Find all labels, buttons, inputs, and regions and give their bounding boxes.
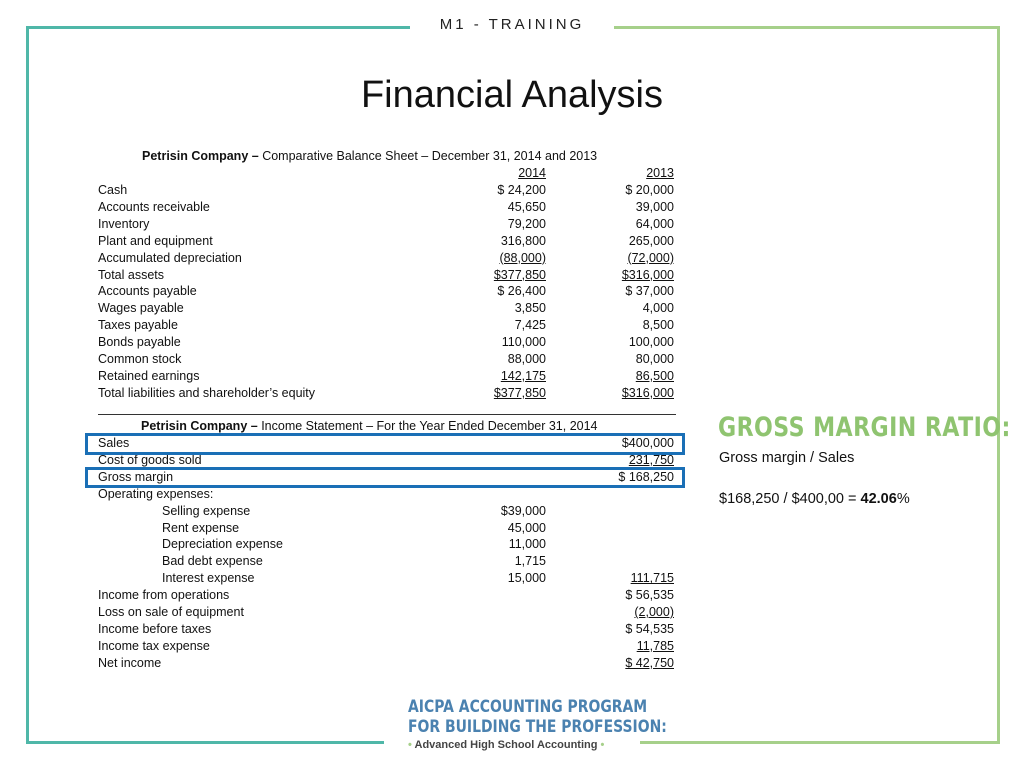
table-row bbox=[98, 317, 676, 334]
table-row bbox=[98, 520, 676, 537]
logo-line-1: AICPA ACCOUNTING PROGRAM bbox=[408, 697, 648, 717]
row-value-col1: $ 24,200 bbox=[497, 183, 546, 197]
row-value-col2: $ 20,000 bbox=[625, 183, 674, 197]
table-row bbox=[98, 283, 676, 300]
row-label: Interest expense bbox=[162, 571, 255, 586]
row-value-col2: 4,000 bbox=[642, 301, 674, 316]
table-row bbox=[98, 638, 676, 655]
row-value-col1: 316,800 bbox=[500, 233, 546, 248]
table-row bbox=[98, 216, 676, 233]
aicpa-logo bbox=[408, 697, 724, 751]
table-row bbox=[98, 199, 676, 216]
row-label: Total assets bbox=[98, 267, 165, 282]
gross-margin-formula: Gross margin / Sales bbox=[719, 450, 855, 466]
row-value-col1: 1,715 bbox=[514, 554, 546, 569]
row-label: Total liabilities and shareholder’s equity bbox=[98, 385, 316, 400]
row-label: Selling expense bbox=[162, 503, 251, 518]
row-value-col1: $377,850 bbox=[493, 385, 546, 400]
row-value-col2: $ 42,750 bbox=[625, 655, 674, 670]
row-label: Income from operations bbox=[98, 588, 230, 603]
table-row bbox=[98, 300, 676, 317]
row-value-col2: 111,715 bbox=[630, 571, 674, 586]
balance-sheet-column-headers bbox=[98, 165, 676, 182]
row-value-col1: (88,000) bbox=[499, 250, 546, 265]
row-label: Taxes payable bbox=[98, 318, 178, 333]
table-row bbox=[98, 182, 676, 199]
row-label: Rent expense bbox=[162, 520, 240, 535]
section-divider bbox=[98, 414, 676, 415]
table-row bbox=[98, 536, 676, 553]
row-value-col2: (2,000) bbox=[634, 605, 674, 619]
table-row bbox=[98, 553, 676, 570]
row-label: Bad debt expense bbox=[162, 554, 263, 569]
table-row bbox=[98, 334, 676, 351]
table-row bbox=[98, 570, 676, 587]
row-value-col2: $ 56,535 bbox=[625, 588, 674, 603]
frame-top-right-border bbox=[614, 26, 1000, 29]
table-row bbox=[98, 503, 676, 520]
gross-margin-percent-sign: % bbox=[896, 491, 910, 507]
row-value-col1: 3,850 bbox=[514, 301, 546, 316]
gross-margin-calculation bbox=[719, 491, 910, 507]
sales-highlight-box bbox=[85, 433, 685, 455]
row-label: Cost of goods sold bbox=[98, 452, 202, 467]
logo-bullet-right: • bbox=[600, 739, 605, 751]
table-row bbox=[98, 250, 676, 267]
income-statement-heading bbox=[141, 419, 598, 433]
frame-top-left-border bbox=[26, 26, 410, 29]
table-row bbox=[98, 233, 676, 250]
row-label: Loss on sale of equipment bbox=[98, 605, 244, 619]
logo-bullet-left: • bbox=[408, 739, 412, 751]
row-label: Cash bbox=[98, 183, 128, 197]
row-value-col2: 100,000 bbox=[628, 335, 674, 350]
row-value-col2: $ 37,000 bbox=[625, 284, 674, 299]
row-value-col1: 11,000 bbox=[508, 537, 546, 552]
row-value-col1: $ 26,400 bbox=[497, 284, 546, 299]
row-value-col2: 231,750 bbox=[628, 452, 674, 467]
income-statement-company: Petrisin Company – bbox=[141, 419, 258, 433]
table-row bbox=[98, 621, 676, 638]
column-header-2013: 2013 bbox=[646, 166, 674, 180]
income-statement-caption: Income Statement – For the Year Ended December 31, 2014 bbox=[261, 419, 598, 433]
table-row bbox=[98, 587, 676, 604]
balance-sheet-heading bbox=[142, 149, 597, 163]
row-label: Bonds payable bbox=[98, 335, 181, 350]
table-row bbox=[98, 655, 676, 672]
logo-line-3 bbox=[408, 739, 724, 751]
table-row bbox=[98, 385, 676, 402]
row-value-col2: 86,500 bbox=[635, 368, 674, 383]
row-value-col1: 88,000 bbox=[507, 352, 546, 366]
row-value-col2: $316,000 bbox=[621, 385, 674, 400]
row-label: Inventory bbox=[98, 216, 150, 231]
column-header-2014: 2014 bbox=[518, 166, 546, 180]
table-row bbox=[98, 486, 676, 503]
row-value-col2: 80,000 bbox=[635, 352, 674, 366]
section-tag: M1 - TRAINING bbox=[439, 16, 585, 33]
row-value-col2: $ 168,250 bbox=[618, 469, 674, 484]
row-label: Operating expenses: bbox=[98, 486, 214, 501]
gross-margin-result: 42.06 bbox=[860, 491, 897, 507]
row-label: Common stock bbox=[98, 352, 182, 366]
row-value-col2: 8,500 bbox=[642, 318, 674, 333]
frame-left-border bbox=[26, 26, 29, 744]
gross-margin-highlight-box bbox=[85, 467, 685, 488]
gross-margin-calc-prefix: $168,250 / $400,00 = bbox=[719, 491, 861, 507]
table-row bbox=[98, 604, 676, 621]
page-title: Financial Analysis bbox=[360, 74, 664, 116]
balance-sheet-company: Petrisin Company – bbox=[142, 149, 259, 163]
row-value-col2: $400,000 bbox=[621, 436, 674, 450]
gross-margin-ratio-heading: GROSS MARGIN RATIO: bbox=[718, 412, 1011, 443]
row-value-col2: 39,000 bbox=[635, 199, 674, 214]
row-value-col1: 142,175 bbox=[500, 368, 546, 383]
row-label: Net income bbox=[98, 655, 162, 670]
logo-line-2: FOR BUILDING THE PROFESSION: bbox=[408, 717, 667, 737]
row-label: Accumulated depreciation bbox=[98, 250, 242, 265]
row-value-col1: 79,200 bbox=[507, 216, 546, 231]
logo-subtitle: Advanced High School Accounting bbox=[414, 739, 598, 751]
row-value-col1: $377,850 bbox=[493, 267, 546, 282]
row-value-col1: 110,000 bbox=[501, 335, 546, 350]
frame-right-border bbox=[997, 26, 1000, 744]
row-label: Accounts payable bbox=[98, 284, 197, 299]
row-value-col2: (72,000) bbox=[627, 250, 674, 265]
row-value-col1: 45,000 bbox=[507, 520, 546, 535]
balance-sheet-caption: Comparative Balance Sheet – December 31, 2014 and 2013 bbox=[262, 149, 598, 163]
row-value-col2: $316,000 bbox=[621, 267, 674, 282]
row-label: Accounts receivable bbox=[98, 199, 210, 214]
table-row bbox=[98, 368, 676, 385]
row-label: Income tax expense bbox=[98, 638, 210, 653]
table-row bbox=[98, 267, 676, 284]
row-value-col1: 7,425 bbox=[514, 318, 546, 333]
row-label: Retained earnings bbox=[98, 368, 200, 383]
row-label: Sales bbox=[98, 436, 130, 450]
row-value-col2: 11,785 bbox=[636, 638, 674, 653]
row-label: Gross margin bbox=[98, 469, 174, 484]
row-value-col1: 15,000 bbox=[507, 571, 546, 586]
row-value-col2: 64,000 bbox=[635, 216, 674, 231]
row-label: Depreciation expense bbox=[162, 537, 283, 552]
row-value-col1: 45,650 bbox=[507, 199, 546, 214]
row-value-col1: $39,000 bbox=[500, 503, 546, 518]
row-label: Plant and equipment bbox=[98, 233, 213, 248]
row-value-col2: 265,000 bbox=[628, 233, 674, 248]
row-label: Income before taxes bbox=[98, 621, 212, 636]
row-value-col2: $ 54,535 bbox=[625, 621, 674, 636]
row-label: Wages payable bbox=[98, 301, 184, 316]
table-row bbox=[98, 351, 676, 368]
frame-bottom-left-border bbox=[26, 741, 384, 744]
